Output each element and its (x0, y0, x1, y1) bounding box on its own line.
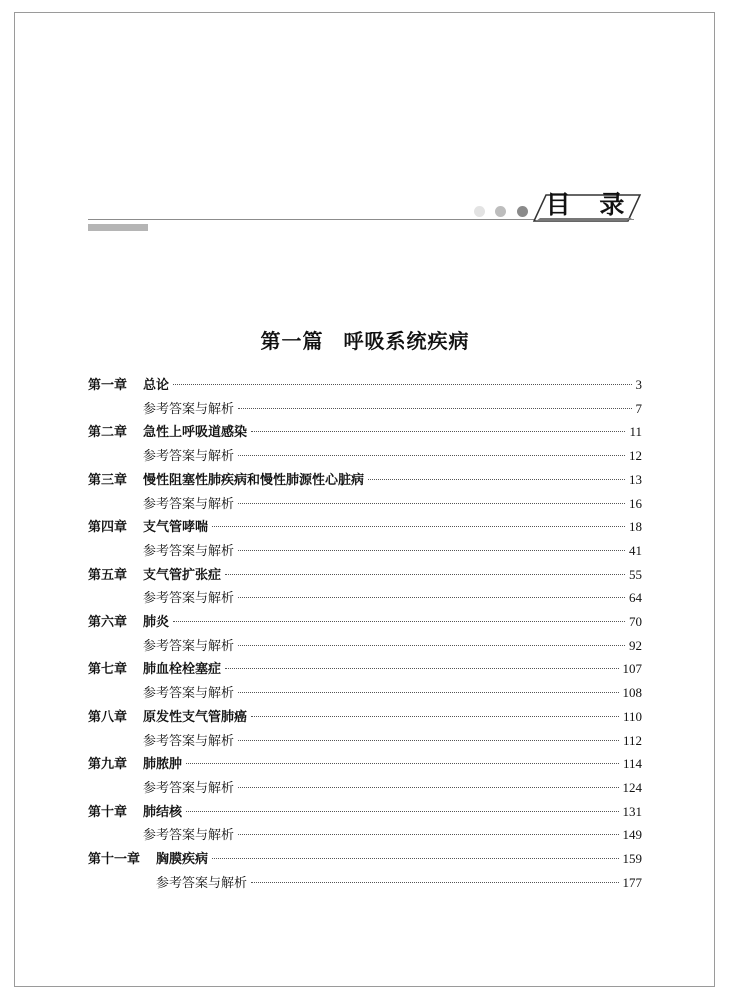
toc-answer-entry[interactable] (88, 730, 642, 752)
dot-leader (238, 692, 618, 693)
toc-page-number: 70 (629, 614, 642, 629)
toc-entry-title: 参考答案与解析 (143, 733, 235, 749)
toc-entry-title: 参考答案与解析 (143, 449, 235, 465)
toc-answer-entry[interactable] (88, 445, 642, 467)
toc-entry-title: 慢性阻塞性肺疾病和慢性肺源性心脏病 (143, 472, 365, 488)
toc-entry-title: 参考答案与解析 (143, 591, 235, 607)
toc-chapter-entry[interactable] (88, 421, 642, 443)
toc-chapter-entry[interactable] (88, 516, 642, 538)
toc-entry-title: 肺结核 (143, 804, 183, 820)
toc-answer-entry[interactable] (88, 540, 642, 562)
toc-page-number: 177 (622, 874, 642, 890)
dot-leader (186, 763, 619, 764)
toc-chapter-entry[interactable] (88, 469, 642, 491)
toc-page-number: 13 (629, 471, 642, 487)
dot-leader (238, 740, 619, 741)
dot-leader (238, 550, 625, 551)
toc-page-number: 112 (622, 732, 642, 748)
toc-chapter-number: 第四章 (88, 520, 128, 536)
toc-entry-title: 支气管扩张症 (143, 567, 222, 583)
dot-leader (238, 408, 631, 409)
page-title: 目 录 (545, 190, 635, 219)
toc-page-number: 41 (629, 542, 642, 558)
toc-entry-title: 胸膜疾病 (156, 852, 209, 867)
toc-page-number: 55 (629, 566, 642, 582)
decorative-dot (474, 206, 485, 217)
part-number: 第一篇 (260, 329, 324, 353)
toc-chapter-entry[interactable] (88, 374, 642, 396)
part-heading (0, 325, 730, 354)
dot-leader (225, 668, 618, 669)
toc-chapter-entry[interactable] (88, 848, 642, 870)
toc-page-number: 107 (622, 661, 642, 677)
toc-page-number: 124 (622, 779, 642, 795)
toc-answer-entry[interactable] (88, 493, 642, 515)
dot-leader (238, 503, 625, 504)
toc-entry-title: 急性上呼吸道感染 (143, 425, 248, 441)
toc-page-number: 16 (629, 495, 642, 511)
toc-chapter-entry[interactable] (88, 564, 642, 586)
toc-entry-title: 参考答案与解析 (143, 401, 235, 417)
toc-page-number: 110 (622, 708, 642, 724)
toc-entry-title: 肺炎 (143, 615, 170, 630)
toc-page-number: 159 (622, 851, 642, 866)
dot-leader (238, 834, 618, 835)
dot-leader (186, 811, 618, 812)
dot-leader (368, 479, 625, 480)
toc-entry-title: 原发性支气管肺癌 (143, 709, 248, 725)
toc-answer-entry[interactable] (88, 777, 642, 799)
toc-chapter-number: 第七章 (88, 662, 128, 678)
toc-chapter-entry[interactable] (88, 706, 642, 728)
dot-leader (212, 858, 618, 859)
toc-entry-title: 支气管哮喘 (143, 520, 209, 536)
dot-leader (238, 455, 625, 456)
dot-leader (173, 384, 631, 385)
toc-page-number: 131 (622, 803, 642, 819)
toc-chapter-number: 第八章 (88, 709, 128, 725)
decorative-dot (495, 206, 506, 217)
toc-chapter-number: 第十章 (88, 804, 128, 820)
toc-chapter-number: 第二章 (88, 425, 128, 441)
toc-page-number: 92 (629, 637, 642, 653)
toc-entry-title: 肺血栓栓塞症 (143, 662, 222, 678)
toc-answer-entry[interactable] (88, 587, 642, 609)
toc-entry-title: 参考答案与解析 (156, 875, 248, 891)
dot-leader (212, 526, 625, 527)
toc-page-number: 114 (622, 756, 642, 772)
dot-leader (238, 597, 625, 598)
toc-page-number: 7 (635, 400, 642, 416)
toc-entry-title: 参考答案与解析 (143, 780, 235, 796)
toc-answer-entry[interactable] (88, 398, 642, 420)
toc-answer-entry[interactable] (88, 872, 642, 894)
dot-leader (251, 431, 625, 432)
toc-chapter-number: 第三章 (88, 472, 128, 488)
toc-chapter-number: 第十一章 (88, 852, 141, 867)
toc-chapter-number: 第六章 (88, 615, 128, 630)
dot-leader (251, 716, 619, 717)
dot-leader (173, 621, 625, 622)
toc-page-number: 108 (622, 685, 642, 701)
dot-leader (238, 645, 625, 646)
toc-chapter-entry[interactable] (88, 753, 642, 775)
dot-leader (238, 787, 618, 788)
toc-chapter-entry[interactable] (88, 658, 642, 680)
toc-answer-entry[interactable] (88, 824, 642, 846)
toc-page-number: 12 (629, 448, 642, 464)
toc-chapter-number: 第九章 (88, 757, 128, 773)
toc-chapter-number: 第五章 (88, 567, 128, 583)
toc-entry-title: 参考答案与解析 (143, 543, 235, 559)
toc-page-number: 11 (629, 424, 642, 440)
toc-entry-title: 参考答案与解析 (143, 686, 235, 702)
part-name: 呼吸系统疾病 (343, 329, 470, 353)
dot-leader (225, 574, 625, 575)
toc-page-number: 64 (629, 590, 642, 606)
toc-entry-title: 参考答案与解析 (143, 638, 235, 654)
toc-page-number: 149 (622, 827, 642, 843)
toc-chapter-number: 第一章 (88, 378, 128, 393)
toc-entry-title: 参考答案与解析 (143, 496, 235, 512)
toc-page-number: 18 (629, 519, 642, 535)
toc-answer-entry[interactable] (88, 635, 642, 657)
toc-entry-title: 参考答案与解析 (143, 828, 235, 844)
toc-answer-entry[interactable] (88, 682, 642, 704)
toc-entry-title: 总论 (143, 378, 170, 393)
toc-entry-title: 肺脓肿 (143, 757, 183, 773)
toc-chapter-entry[interactable] (88, 801, 642, 823)
toc-page-number: 3 (635, 377, 642, 392)
dot-leader (251, 882, 618, 883)
toc-chapter-entry[interactable] (88, 611, 642, 633)
header-accent-bar (88, 224, 148, 231)
decorative-dot (517, 206, 528, 217)
